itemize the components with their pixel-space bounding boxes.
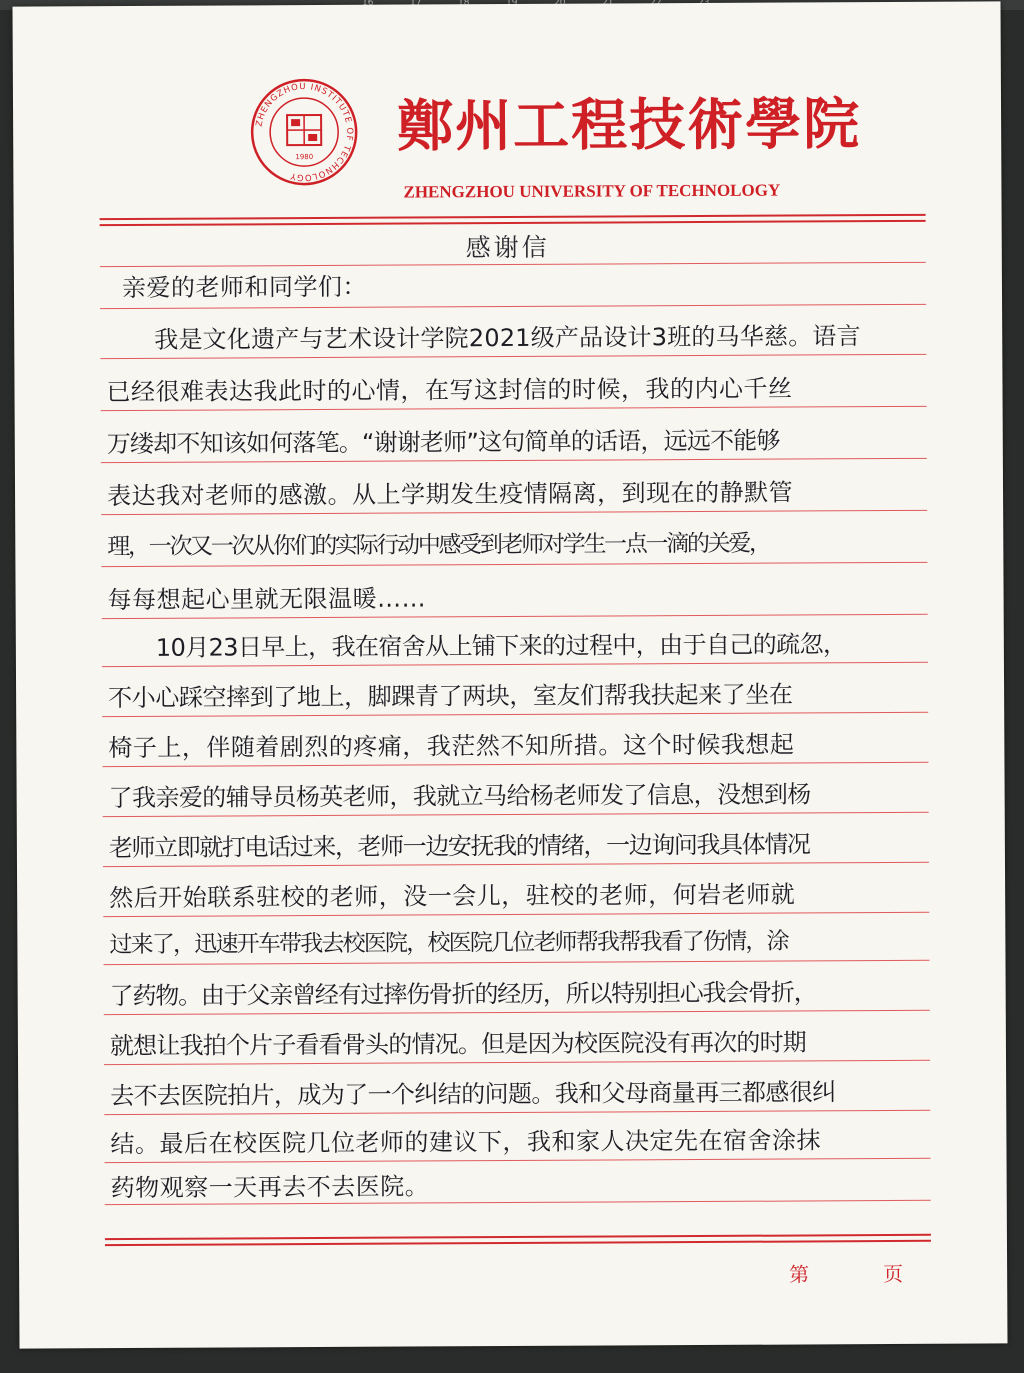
letter-line: 了药物。由于父亲曾经有过摔伤骨折的经历，所以特别担心我会骨折， [109,978,817,1011]
ruled-line [105,1158,931,1163]
ruled-line [102,614,928,619]
letter-line: 过来了，迅速开车带我去校医院，校医院几位老师帮我帮我看了伤情，涂 [109,928,788,959]
ruled-line [101,562,927,567]
ruled-line [101,406,927,411]
university-name-chinese: 鄭州工程技術學院 [396,91,862,160]
letter-line: 已经很难表达我此时的心情，在写这封信的时候，我的内心千丝 [106,374,793,407]
ruled-line [100,304,926,309]
ruled-line [102,662,928,667]
letter-paper [12,1,1007,1348]
footer-rule-bottom [105,1240,931,1246]
letter-line: 每每想起心里就无限温暖…… [107,584,427,615]
letter-line: 我是文化遗产与艺术设计学院2021级产品设计3班的马华慈。语言 [154,322,861,354]
ruled-line [103,862,929,867]
header-rule-bottom [100,220,926,226]
letter-greeting: 亲爱的老师和同学们： [121,272,368,303]
university-name-english: ZHENGZHOU UNIVERSITY OF TECHNOLOGY [403,180,781,202]
letter-line: 万缕却不知该如何落笔。“谢谢老师”这句简单的话语，远远不能够 [106,426,780,459]
ruled-line [100,354,926,359]
ruled-line [103,812,929,817]
ruled-line [103,912,929,917]
footer-rule-top [105,1234,931,1240]
letter-line: 结。最后在校医院几位老师的建议下，我和家人决定先在宿舍涂抹 [110,1126,822,1159]
letter-line: 不小心踩空摔到了地上，脚踝青了两块，室友们帮我扶起来了坐在 [108,680,793,713]
letter-line: 表达我对老师的感激。从上学期发生疫情隔离，到现在的静默管 [106,478,794,511]
svg-text:1980: 1980 [295,153,314,162]
page-number-label-suffix: 页 [883,1261,904,1287]
ruled-line [101,458,927,463]
letter-line: 老师立即就打电话过来，老师一边安抚我的情绪，一边询问我具体情况 [108,830,810,863]
letter-line: 就想让我拍个片子看看骨头的情况。但是因为校医院没有再次的时期 [109,1028,807,1061]
letter-line: 了我亲爱的辅导员杨英老师，我就立马给杨老师发了信息，没想到杨 [108,780,811,813]
letter-line: 椅子上，伴随着剧烈的疼痛，我茫然不知所措。这个时候我想起 [108,730,795,763]
letter-line: 10月23日早上，我在宿舍从上铺下来的过程中，由于自己的疏忽， [155,630,847,662]
letter-title: 感谢信 [465,232,550,263]
ruled-line [104,1060,930,1065]
ruled-line [104,1110,930,1115]
ruled-line [101,510,927,515]
ruled-line [102,712,928,717]
ruled-line [104,1010,930,1015]
letter-line: 药物观察一天再去不去医院。 [110,1172,430,1203]
letter-line: 去不去医院拍片，成为了一个纠结的问题。我和父母商量再三都感很纠 [110,1078,836,1111]
svg-text:ZHENGZHOU INSTITUTE OF TECHNOL: ZHENGZHOU INSTITUTE OF TECHNOLOGY [254,81,355,183]
university-seal-icon [249,77,360,188]
letter-line: 理，一次又一次从你们的实际行动中感受到老师对学生一点一滴的关爱， [107,530,770,561]
header-rule-top [100,214,926,220]
letter-line: 然后开始联系驻校的老师，没一会儿，驻校的老师，何岩老师就 [109,880,796,913]
ruled-line [104,960,930,965]
page-number-label-prefix: 第 [789,1262,810,1287]
ruled-line [102,762,928,767]
